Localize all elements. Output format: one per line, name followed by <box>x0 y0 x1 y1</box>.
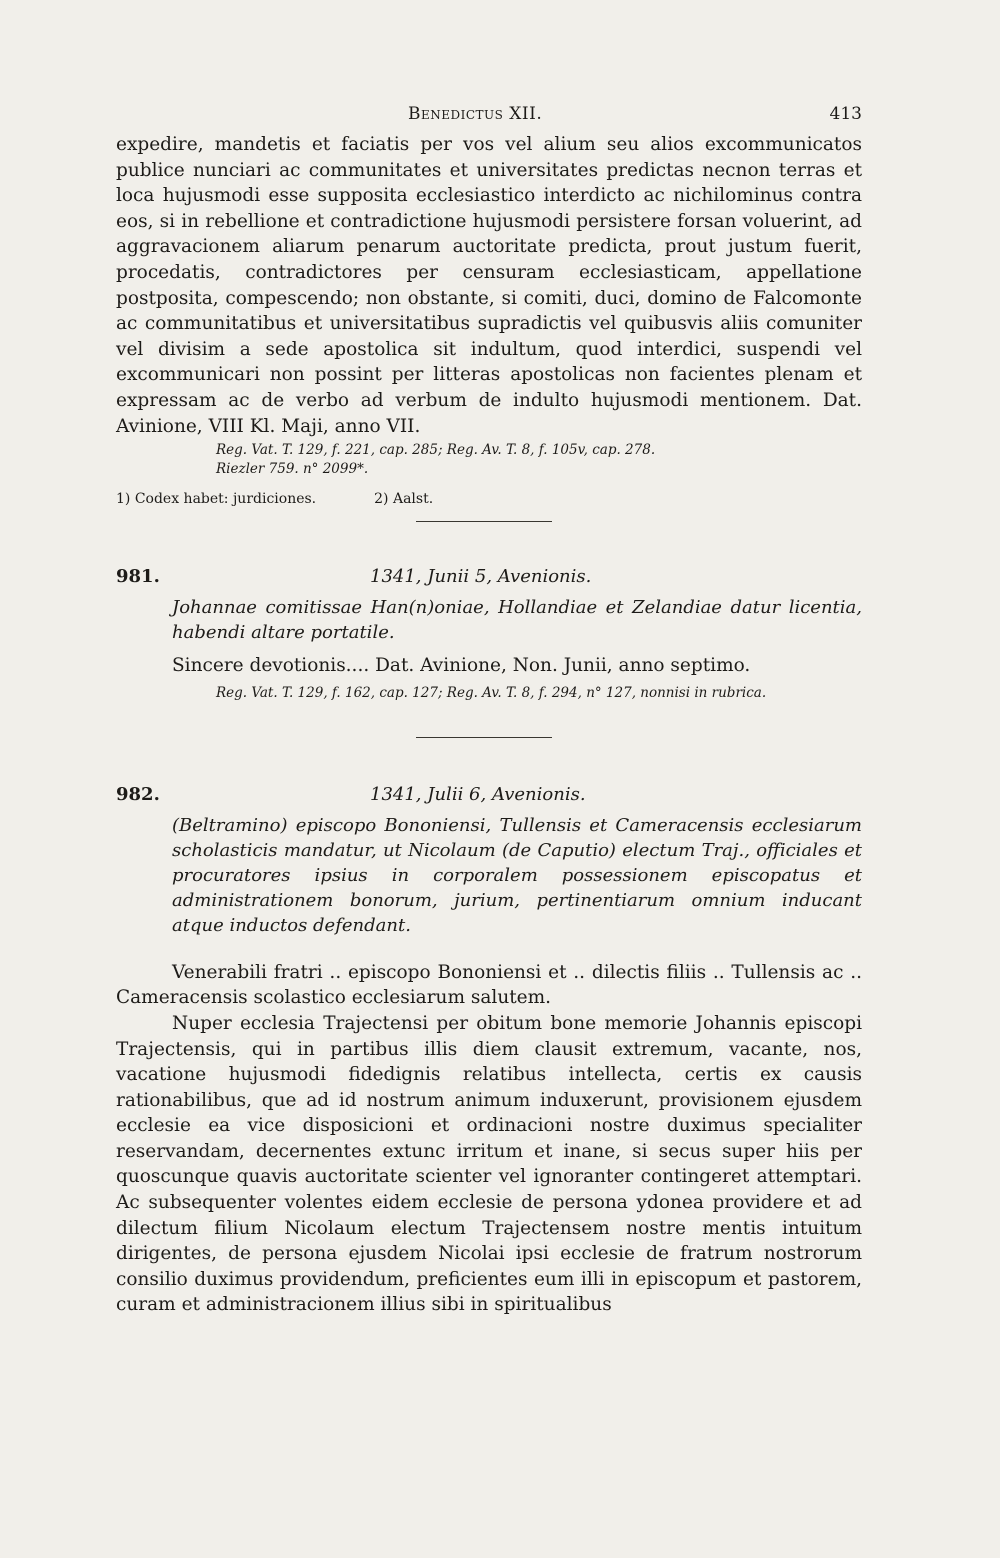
running-head <box>116 104 862 132</box>
paragraph-top: expedire, mandetis et faciatis per vos vel alium seu alios excommunicatos publice nunciari ac communitates et universitates predictas necnon terras et loca hujusmodi esse supposita ecclesiastico interdicto ac nichilominus contra eos, si in rebellione et contradictione hujusmodi persistere forsan voluerint, ad aggravacionem aliarum penarum auctoritate predicta, prout justum fuerit, procedatis, contradictores per censuram ecclesiasticam, appellatione postposita, compescendo; non obstante, si comiti, duci, domino de Falcomonte ac communitatibus et universitatibus supradictis vel quibusvis aliis comuniter vel divisim a sede apostolica sit indultum, quod interdici, suspendi vel excommunicari non possint per litteras apostolicas non facientes plenam et expressam ac de verbo ad verbum de indulto hujusmodi mentionem. Dat. Avinione, VIII Kl. Maji, anno VII. <box>116 134 862 437</box>
entry-982-summary: (Beltramino) episcopo Bononiensi, Tullensis et Cameracensis ecclesiarum scholasticis mandatur, ut Nicolaum (de Caputio) electum Traj., officiales et procuratores ipsius in corporalem possessionem episcopatus et administrationem bonorum, jurium, pertinentiarum omnium inducant atque inductos defendant. <box>172 814 862 936</box>
page-number: 413 <box>829 104 862 124</box>
section-divider <box>416 737 552 738</box>
entry-981-text: Sincere devotionis.... Dat. Avinione, Non. Junii, anno septimo. <box>172 655 751 677</box>
entry-982-text: Nuper ecclesia Trajectensi per obitum bone memorie Johannis episcopi Trajectensis, qui in partibus illis diem clausit extremum, vacante, nos, vacatione hujusmodi fidedignis relatibus intellecta, certis ex causis rationabilibus, que ad id nostrum animum induxerunt, provisionem ejusdem ecclesie ea vice disposicioni et ordinacioni nostre duximus specialiter reservandam, decernentes extunc irritum et inane, si secus super hiis per quoscunque quavis auctoritate scienter vel ignoranter contingeret attemptari. Ac subsequenter volentes eidem ecclesie de persona ydonea providere et ad dilectum filium Nicolaum electum Trajectensem nostre mentis intuitum dirigentes, de persona ejusdem Nicolai ipsi ecclesie de fratrum nostrorum consilio duximus providendum, preficientes eum illi in episcopum et pastorem, curam et administracionem illius sibi in spiritualibus <box>116 1012 862 1316</box>
running-title: Benedictus XII. <box>408 104 543 124</box>
entry-982-header <box>116 784 862 805</box>
entry-982-number: 982. <box>116 783 160 805</box>
entry-981-date: 1341, Junii 5, Avenionis. <box>370 566 592 588</box>
entry-982-date: 1341, Julii 6, Avenionis. <box>370 783 586 805</box>
reference-top-1: Reg. Vat. T. 129, f. 221, cap. 285; Reg. Av. T. 8, f. 105v, cap. 278. <box>216 442 656 459</box>
footnote-2: 2) Aalst. <box>374 491 434 508</box>
reference-top-2: Riezler 759. n° 2099*. <box>216 461 369 478</box>
footnotes <box>116 489 862 509</box>
entry-982-address: Venerabili fratri .. episcopo Bononiensi et .. dilectis filiis .. Tullensis ac .. Cameracensis scolastico ecclesiarum salutem. <box>116 961 862 1009</box>
footnote-1: 1) Codex habet: jurdiciones. <box>116 491 317 508</box>
entry-981-number: 981. <box>116 566 160 588</box>
entry-981-summary: Johannae comitissae Han(n)oniae, Hollandiae et Zelandiae datur licentia, habendi altare portatile. <box>172 597 862 644</box>
entry-981-reference: Reg. Vat. T. 129, f. 162, cap. 127; Reg. Av. T. 8, f. 294, n° 127, nonnisi in rubrica. <box>216 684 767 701</box>
document-page <box>116 104 862 1318</box>
section-divider <box>416 521 552 522</box>
entry-981-header <box>116 566 862 587</box>
